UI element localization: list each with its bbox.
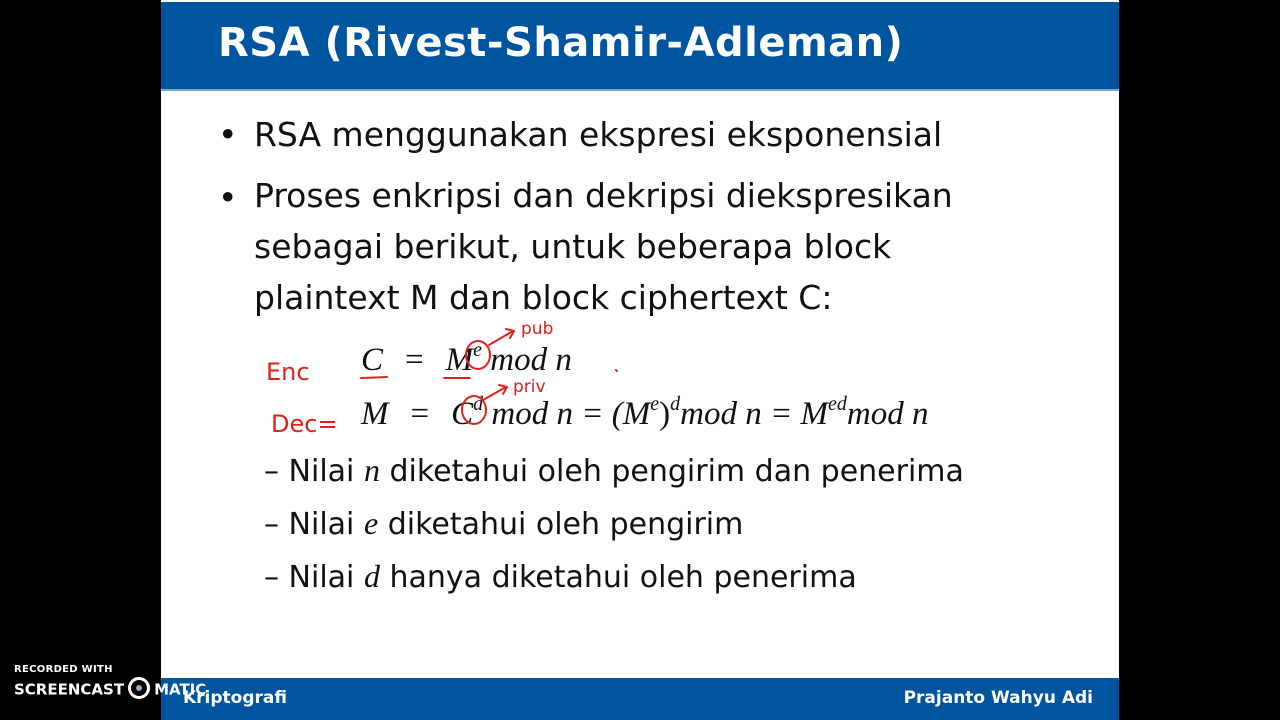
handwritten-priv: priv <box>513 377 546 397</box>
sub-post: diketahui oleh pengirim dan penerima <box>389 454 964 489</box>
formula-eq: = <box>410 396 430 432</box>
sub-dash: – <box>264 454 279 489</box>
formula-rest-3: mod n <box>846 396 929 432</box>
formula-rest-1: mod n = (M <box>491 396 651 432</box>
sub-bullet-3 <box>264 558 857 595</box>
bullet-marker: • <box>218 178 238 217</box>
decryption-formula <box>361 393 929 433</box>
handwritten-enc: Enc <box>266 358 310 386</box>
formula-exp-4: ed <box>827 393 847 415</box>
formula-lhs: M <box>361 396 389 432</box>
formula-exp-3: d <box>670 393 681 415</box>
screencast-watermark <box>14 664 206 701</box>
encryption-formula <box>361 339 572 379</box>
watermark-top: RECORDED WITH <box>14 664 113 675</box>
sub-pre: Nilai <box>288 560 355 595</box>
sub-post: diketahui oleh pengirim <box>387 507 744 542</box>
record-icon <box>128 677 150 699</box>
sub-var: e <box>363 505 379 541</box>
formula-lhs: C <box>361 342 384 378</box>
footer-course: Kriptografi <box>183 688 287 708</box>
formula-base: M <box>445 342 474 378</box>
bullet-marker: • <box>218 115 238 154</box>
sub-dash: – <box>264 560 279 595</box>
formula-rest-2: mod n = M <box>680 396 828 432</box>
watermark-brand <box>14 679 206 701</box>
sub-pre: Nilai <box>288 454 355 489</box>
formula-exp: d <box>473 393 484 415</box>
formula-exp-2: e <box>650 393 660 415</box>
slide <box>161 0 1119 720</box>
sub-dash: – <box>264 507 279 542</box>
slide-title: RSA (Rivest-Shamir-Adleman) <box>218 20 904 66</box>
sub-post: hanya diketahui oleh penerima <box>389 560 857 595</box>
formula-paren: ) <box>659 396 671 432</box>
handwritten-dec: Dec= <box>271 410 338 438</box>
watermark-right: MATIC <box>154 680 207 699</box>
sub-bullet-2 <box>264 505 743 542</box>
formula-mod: mod n <box>490 342 572 378</box>
sub-bullet-1 <box>264 452 964 489</box>
title-bar <box>161 2 1119 91</box>
bullet-1-text: RSA menggunakan ekspresi eksponensial <box>254 115 943 154</box>
watermark-left: SCREENCAST <box>14 680 125 699</box>
handwritten-annotations <box>161 0 1119 720</box>
bullet-2-text: Proses enkripsi dan dekripsi diekspresikan sebagai berikut, untuk beberapa block plaintext M dan block ciphertext C: <box>254 176 953 317</box>
formula-base: C <box>451 396 474 432</box>
dot-mark <box>616 370 617 371</box>
footer-bar <box>161 678 1119 720</box>
sub-var: d <box>363 558 380 594</box>
sub-pre: Nilai <box>288 507 355 542</box>
handwritten-pub: pub <box>521 319 554 339</box>
sub-var: n <box>363 452 380 488</box>
footer-author: Prajanto Wahyu Adi <box>903 688 1093 708</box>
formula-exp: e <box>473 339 483 361</box>
formula-eq: = <box>405 342 424 378</box>
